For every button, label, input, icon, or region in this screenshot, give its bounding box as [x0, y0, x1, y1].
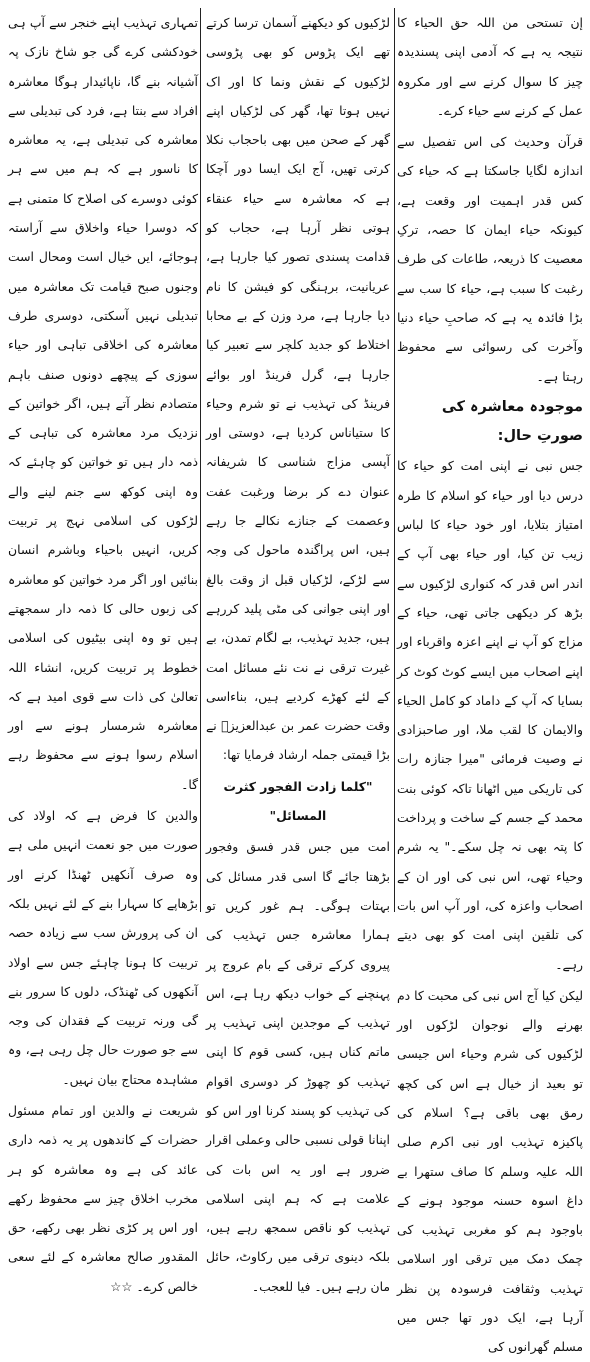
- article-paragraph: امت میں جس قدر فسق وفجور بڑھتا جائے گا اسی قدر مسائل کی بہتات ہوگی۔ ہم غور کریں تو ہمارا معاشرہ جس تہذیب کی پیروی کرکے ترقی کے بام عروج پر پہنچنے کے خواب دیکھ رہا ہے، اس تہذیب کے موجدین اپنی تہذیب پر ماتم کناں ہیں، کسی قوم کا اپنی تہذیب کو چھوڑ کر دوسری اقوام کی تہذیب کو پسند کرنا اور اس کو اپنانا قولی نسبی حالی وعملی اقرار ضرور ہے اور یہ اس بات کی علامت ہے کہ ہم اپنی اسلامی تہذیب کو ناقص سمجھ رہے ہیں، بلکہ دینوی ترقی میں رکاوٹ، حائل مان رہے ہیں۔ فیا للعجب۔: [206, 839, 390, 1294]
- article-paragraph: والدین کا فرض ہے کہ اولاد کی صورت میں جو نعمت انہیں ملی ہے وہ صرف آنکھیں ٹھنڈا کرنے اور بڑھاپے کا سہارا بنے کے لئے نہیں بلکہ ان کی پرورش سب سے زیادہ حصہ تربیت کا ہونا چاہئے جس سے اولاد آنکھوں کی ٹھنڈک، دلوں کا سرور بنے گی ورنہ تربیت کے فقدان کی وجہ سے جو صورت حال چل رہی ہے، وہ مشاہدہ محتاج بیان نہیں۔: [8, 808, 198, 1087]
- article-paragraph: تمہاری تہذیب اپنے خنجر سے آپ ہی خودکشی کرے گی جو شاخ نازک پہ آشیانہ بنے گا، ناپائیدار ہوگا معاشرہ افراد سے بنتا ہے، فرد کی تبدیلی سے معاشرہ کی تبدیلی ہے، یہ معاشرہ کا ناسور ہے کہ ہم میں سے ہر کوئی دوسرے کی اصلاح کا متمنی ہے کہ دوسرا حیاء واخلاق سے آراستہ ہوجائے، ایں خیال است ومحال است وجنوں صبح قیامت تک معاشرہ میں تبدیلی نہیں آسکتی، دوسری طرف معاشرہ کی اخلاقی تباہی اور حیاء سوزی کے پیچھے دونوں صنف باہم متصادم نظر آتے ہیں، اگر خواتین کے نزدیک مرد معاشرہ کی تباہی کے ذمہ دار ہیں تو خواتین کو چاہئے کہ وہ اپنی کوکھ سے جنم لینے والے لڑکوں کی اسلامی نہج پر تربیت کریں، انہیں باحیاء وباشرم انسان بنائیں اور اگر مرد خواتین کو معاشرہ کی زبوں حالی کا ذمہ دار سمجھتے ہیں تو وہ اپنی بیٹیوں کی اسلامی خطوط پر تربیت کریں، انشاء اللہ تعالیٰ کی ذات سے قوی امید ہے کہ معاشرہ شرمسار ہونے سے اور اسلام رسوا ہونے سے محفوظ رہے گا۔: [8, 15, 198, 792]
- article-paragraph: شریعت نے والدین اور تمام مسئول حضرات کے کاندھوں پر یہ ذمہ داری عائد کی ہے وہ معاشرہ کو ہر مخرب اخلاق چیز سے محفوظ رکھے اور اس پر کڑی نظر بھی رکھے، حق المقدور صالح معاشرہ کے لئے سعی خالص کرے۔ ☆☆: [8, 1102, 198, 1294]
- column-divider: [200, 8, 201, 912]
- article-paragraph: إن تستحی من اللہ حق الحیاء کا نتیجہ یہ ہے کہ آدمی اپنی پسندیدہ چیز کا سوال کرنے سے اور مکروہ عمل کے کرنے سے حیاء کرے۔: [397, 15, 583, 118]
- article-paragraph: جس نبی نے اپنی امت کو حیاء کا درس دیا اور حیاء کو اسلام کا طرہ امتیاز بتلایا، اور خود حیاء کا لباس زیب تن کیا، اور حیاء بھی آپ کے اندر اس قدر کہ کنواری لڑکیوں سے بڑھ کر دیکھی جاتی تھی، حیاء کے مزاج کو آپ نے اپنے اعزہ واقرباء اور اپنے اصحاب میں ایسے کوٹ کوٹ کر بسایا کہ آپ کے داماد کو کامل الحیاء والایمان کا لقب ملا، اور صاحبزادی نے وصیت فرمائی "میرا جنازہ رات کی تاریکی میں اٹھانا تاکہ کوئی بنت محمد کے جسم کے ساخت و پرداخت کا پتہ بھی نہ چل سکے۔" یہ شرم وحیاء تھی، اس نبی کی اور ان کے اصحاب واعزہ کی، اور آپ اس بات کی تلقین اپنی امت کو بھی دیتے رہے۔: [397, 458, 583, 972]
- article-paragraph: قرآن وحدیث کی اس تفصیل سے اندازہ لگایا جاسکتا ہے کہ حیاء کی کس قدر اہمیت اور وقعت ہے، کیونکہ حیاء ایمان کا حصہ، ترکِ معصیت کا ذریعہ، طاعات کی طرف رغبت کا سبب ہے، حیاء کا سب سے بڑا فائدہ یہ ہے کہ صاحبِ حیاء دنیا وآخرت کی رسوائی سے محفوظ رہتا ہے۔: [397, 134, 583, 384]
- article-paragraph: لیکن کیا آج اس نبی کی محبت کا دم بھرنے والے نوجوان لڑکوں اور لڑکیوں کی شرم وحیاء اس جیسی تو بعید از خیال ہے اس کی کچھ رمق بھی باقی ہے؟ اسلام کی پاکیزہ تہذیب اور نبی اکرم صلی اللہ علیہ وسلم کا صاف ستھرا بے داغ اسوہ حسنہ موجود ہونے کے باوجود ہم کو مغربی تہذیب کی چمک دمک میں ترقی اور اسلامی تہذیب وثقافت فرسودہ پن نظر آرہا ہے، ایک دور تھا جس میں مسلم گھرانوں کی: [397, 987, 583, 1355]
- column-divider: [394, 8, 395, 912]
- article-column-left: [8, 8, 198, 1294]
- article-paragraph: لڑکیوں کو دیکھنے آسمان ترسا کرتے تھے ایک پڑوس کو بھی پڑوسی لڑکیوں کے نقش ونما کا اور اک نہیں ہوتا تھا، گھر کی لڑکیاں اپنے گھر کے صحن میں بھی باحجاب نکلا کرتی تھیں، آج ایک ایسا دور آچکا ہے کہ معاشرہ سے حیاء عنقاء ہوتی نظر آرہا ہے، حجاب کو قدامت پسندی تصور کیا جارہا ہے، عریانیت، برہنگی کو فیشن کا نام دیا جارہا ہے، مرد وزن کے بے محابا اختلاط کو جدید کلچر سے تعبیر کیا جارہا ہے، گرل فرینڈ اور بوائے فرینڈ کی تہذیب نے تو شرم وحیاء کا ستیاناس کردیا ہے، دوستی اور آپسی مزاج شناسی کا شریفانہ عنوان دے کر برضا ورغبت عفت وعصمت کے جنازے نکالے جا رہے ہیں، اس پراگندہ ماحول کی وجہ سے لڑکے، لڑکیاں قبل از وقت بالغ اور اپنی جوانی کی مٹی پلید کررہے ہیں، جدید تہذیب، بے لگام تمدن، بے غیرت ترقی نے نت نئے مسائل امت کے لئے کھڑے کردیے ہیں، بناءاسی وقت حضرت عمر بن عبدالعزیزؒ نے بڑا قیمتی جملہ ارشاد فرمایا تھا:: [206, 15, 390, 763]
- article-column-middle: [206, 8, 390, 1294]
- arabic-quote: "کلما زادت الفجور کثرت المسائل": [223, 778, 373, 824]
- section-heading: موجودہ معاشرہ کی صورتِ حال:: [441, 398, 583, 445]
- article-column-right: [397, 8, 583, 1355]
